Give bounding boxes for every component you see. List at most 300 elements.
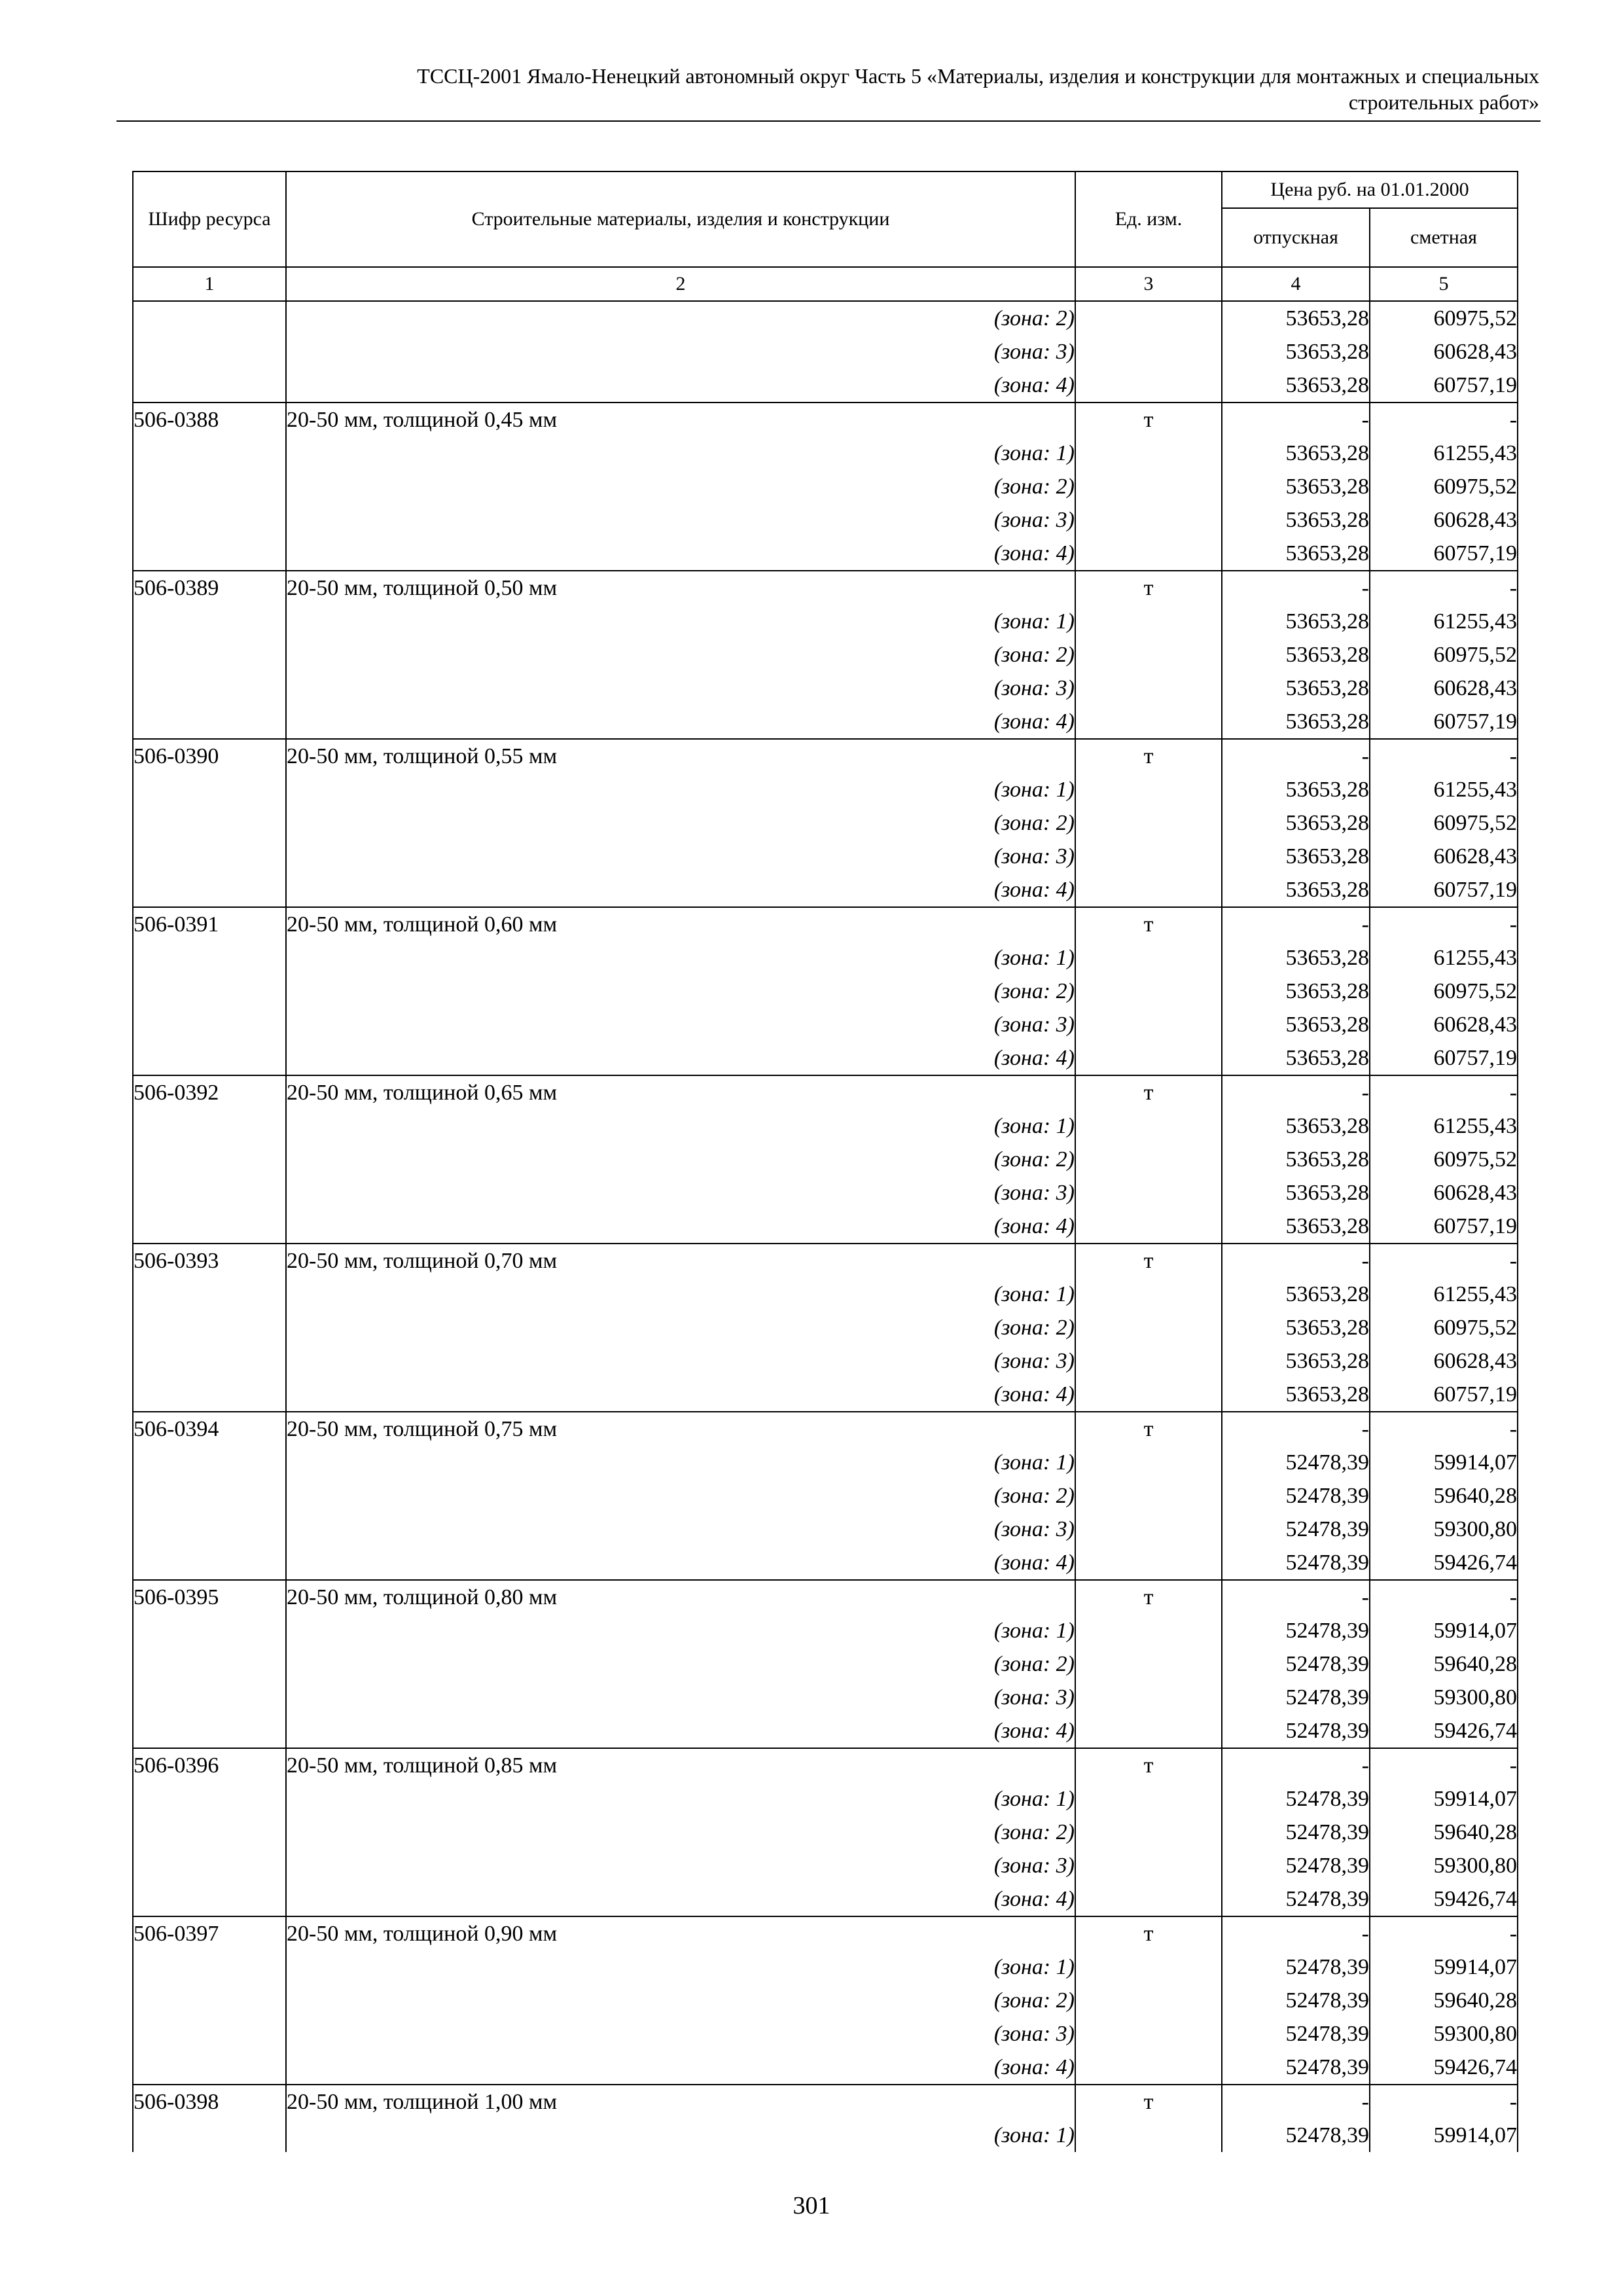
zone-row	[133, 368, 1518, 403]
release-price: 53653,28	[1222, 638, 1370, 672]
zone-label: (зона: 1)	[286, 1614, 1075, 1647]
col-number: 1	[133, 267, 286, 301]
release-price: -	[1222, 1580, 1370, 1614]
col-number: 5	[1370, 267, 1518, 301]
unit-cell	[1075, 1816, 1222, 1849]
release-price: 53653,28	[1222, 840, 1370, 873]
release-price: 52478,39	[1222, 1816, 1370, 1849]
estimate-price: 60757,19	[1370, 1041, 1518, 1075]
resource-code: 506-0393	[133, 1244, 286, 1278]
estimate-price: 59426,74	[1370, 2051, 1518, 2085]
zone-row	[133, 1041, 1518, 1075]
resource-name: 20-50 мм, толщиной 0,45 мм	[286, 403, 1075, 437]
estimate-price: -	[1370, 907, 1518, 941]
estimate-price: 59914,07	[1370, 1614, 1518, 1647]
zone-row	[133, 773, 1518, 806]
unit-cell	[1075, 1950, 1222, 1984]
estimate-price: 60757,19	[1370, 873, 1518, 907]
resource-name: 20-50 мм, толщиной 0,80 мм	[286, 1580, 1075, 1614]
release-price: -	[1222, 739, 1370, 773]
resource-code-cell	[133, 975, 286, 1008]
zone-row	[133, 1143, 1518, 1176]
resource-code-cell	[133, 2119, 286, 2152]
resource-row	[133, 571, 1518, 605]
resource-code-cell	[133, 368, 286, 403]
unit-cell	[1075, 2017, 1222, 2051]
estimate-price: 61255,43	[1370, 605, 1518, 638]
estimate-price: 59914,07	[1370, 1782, 1518, 1816]
unit-cell	[1075, 773, 1222, 806]
release-price: 53653,28	[1222, 941, 1370, 975]
estimate-price: 60757,19	[1370, 1210, 1518, 1244]
zone-label: (зона: 2)	[286, 301, 1075, 335]
zone-label: (зона: 2)	[286, 1311, 1075, 1344]
resource-code: 506-0394	[133, 1412, 286, 1446]
zone-label: (зона: 4)	[286, 1546, 1075, 1580]
resource-name: 20-50 мм, толщиной 0,70 мм	[286, 1244, 1075, 1278]
release-price: 53653,28	[1222, 1311, 1370, 1344]
unit-cell	[1075, 941, 1222, 975]
unit-cell	[1075, 1647, 1222, 1681]
release-price: 53653,28	[1222, 368, 1370, 403]
unit-cell	[1075, 1176, 1222, 1210]
zone-row	[133, 2119, 1518, 2152]
release-price: 53653,28	[1222, 1278, 1370, 1311]
resource-unit: т	[1075, 1916, 1222, 1950]
release-price: 53653,28	[1222, 1176, 1370, 1210]
zone-row	[133, 705, 1518, 739]
resource-unit: т	[1075, 739, 1222, 773]
zone-label: (зона: 1)	[286, 1950, 1075, 1984]
zone-label: (зона: 3)	[286, 2017, 1075, 2051]
col-header-name: Строительные материалы, изделия и конструкции	[286, 171, 1075, 267]
unit-cell	[1075, 638, 1222, 672]
resource-row	[133, 739, 1518, 773]
unit-cell	[1075, 705, 1222, 739]
unit-cell	[1075, 1041, 1222, 1075]
release-price: 52478,39	[1222, 1446, 1370, 1479]
estimate-price: 60628,43	[1370, 840, 1518, 873]
col-number: 4	[1222, 267, 1370, 301]
zone-label: (зона: 1)	[286, 941, 1075, 975]
unit-cell	[1075, 840, 1222, 873]
resource-name: 20-50 мм, толщиной 0,55 мм	[286, 739, 1075, 773]
resource-code-cell	[133, 672, 286, 705]
release-price: -	[1222, 1748, 1370, 1782]
release-price: 52478,39	[1222, 2017, 1370, 2051]
estimate-price: 60628,43	[1370, 1008, 1518, 1041]
release-price: 52478,39	[1222, 1714, 1370, 1748]
unit-cell	[1075, 1479, 1222, 1513]
unit-cell	[1075, 806, 1222, 840]
release-price: 52478,39	[1222, 1849, 1370, 1882]
estimate-price: 60975,52	[1370, 806, 1518, 840]
zone-row	[133, 1311, 1518, 1344]
unit-cell	[1075, 368, 1222, 403]
zone-label: (зона: 3)	[286, 1176, 1075, 1210]
zone-label: (зона: 2)	[286, 806, 1075, 840]
unit-cell	[1075, 1278, 1222, 1311]
resource-code-cell	[133, 873, 286, 907]
col-header-release: отпускная	[1222, 208, 1370, 267]
zone-row	[133, 335, 1518, 368]
resource-unit: т	[1075, 2085, 1222, 2119]
release-price: 53653,28	[1222, 1378, 1370, 1412]
zone-label: (зона: 1)	[286, 605, 1075, 638]
zone-row	[133, 672, 1518, 705]
resource-code: 506-0392	[133, 1075, 286, 1109]
unit-cell	[1075, 1378, 1222, 1412]
zone-label: (зона: 2)	[286, 1479, 1075, 1513]
resource-code-cell	[133, 1816, 286, 1849]
resource-name: 20-50 мм, толщиной 0,50 мм	[286, 571, 1075, 605]
zone-label: (зона: 2)	[286, 1647, 1075, 1681]
zone-row	[133, 1109, 1518, 1143]
resource-code-cell	[133, 470, 286, 503]
resource-code-cell	[133, 1681, 286, 1714]
resource-code-cell	[133, 2051, 286, 2085]
resource-code: 506-0388	[133, 403, 286, 437]
resource-unit: т	[1075, 1244, 1222, 1278]
resource-code-cell	[133, 638, 286, 672]
release-price: 52478,39	[1222, 1479, 1370, 1513]
resource-code-cell	[133, 1950, 286, 1984]
resource-code-cell	[133, 1614, 286, 1647]
unit-cell	[1075, 975, 1222, 1008]
release-price: 53653,28	[1222, 605, 1370, 638]
release-price: 53653,28	[1222, 1109, 1370, 1143]
estimate-price: 60628,43	[1370, 503, 1518, 537]
resource-code-cell	[133, 1278, 286, 1311]
zone-label: (зона: 2)	[286, 638, 1075, 672]
resource-row	[133, 1916, 1518, 1950]
resource-code-cell	[133, 1546, 286, 1580]
estimate-price: -	[1370, 739, 1518, 773]
zone-row	[133, 638, 1518, 672]
estimate-price: -	[1370, 1075, 1518, 1109]
release-price: 53653,28	[1222, 1143, 1370, 1176]
resource-unit: т	[1075, 571, 1222, 605]
release-price: 52478,39	[1222, 1546, 1370, 1580]
resource-code-cell	[133, 1513, 286, 1546]
resource-code-cell	[133, 605, 286, 638]
estimate-price: 61255,43	[1370, 941, 1518, 975]
unit-cell	[1075, 537, 1222, 571]
release-price: -	[1222, 1412, 1370, 1446]
release-price: 53653,28	[1222, 470, 1370, 503]
resource-code-cell	[133, 1984, 286, 2017]
estimate-price: 60628,43	[1370, 672, 1518, 705]
release-price: 53653,28	[1222, 1210, 1370, 1244]
resource-row	[133, 1412, 1518, 1446]
zone-label: (зона: 4)	[286, 1714, 1075, 1748]
zone-label: (зона: 4)	[286, 705, 1075, 739]
estimate-price: -	[1370, 1580, 1518, 1614]
zone-label: (зона: 4)	[286, 1882, 1075, 1916]
release-price: 53653,28	[1222, 437, 1370, 470]
zone-row	[133, 1479, 1518, 1513]
zone-label: (зона: 4)	[286, 1041, 1075, 1075]
resource-code-cell	[133, 1446, 286, 1479]
estimate-price: 60628,43	[1370, 1176, 1518, 1210]
zone-label: (зона: 4)	[286, 537, 1075, 571]
zone-label: (зона: 1)	[286, 773, 1075, 806]
unit-cell	[1075, 1714, 1222, 1748]
unit-cell	[1075, 873, 1222, 907]
unit-cell	[1075, 1513, 1222, 1546]
resource-code-cell	[133, 2017, 286, 2051]
col-number: 2	[286, 267, 1075, 301]
zone-row	[133, 806, 1518, 840]
zone-label: (зона: 3)	[286, 335, 1075, 368]
table-body	[133, 301, 1518, 2152]
estimate-price: 60757,19	[1370, 368, 1518, 403]
resource-code-cell	[133, 437, 286, 470]
resource-name: 20-50 мм, толщиной 0,65 мм	[286, 1075, 1075, 1109]
estimate-price: 59640,28	[1370, 1984, 1518, 2017]
release-price: 53653,28	[1222, 1041, 1370, 1075]
zone-label: (зона: 3)	[286, 1008, 1075, 1041]
zone-row	[133, 1210, 1518, 1244]
zone-row	[133, 503, 1518, 537]
zone-row	[133, 1647, 1518, 1681]
resource-code: 506-0398	[133, 2085, 286, 2119]
zone-row	[133, 1278, 1518, 1311]
zone-row	[133, 1378, 1518, 1412]
resource-unit: т	[1075, 403, 1222, 437]
estimate-price: 61255,43	[1370, 1278, 1518, 1311]
unit-cell	[1075, 1984, 1222, 2017]
estimate-price: 61255,43	[1370, 1109, 1518, 1143]
resource-code-cell	[133, 1378, 286, 1412]
col-number: 3	[1075, 267, 1222, 301]
resource-code: 506-0391	[133, 907, 286, 941]
resource-unit: т	[1075, 1580, 1222, 1614]
zone-label: (зона: 4)	[286, 873, 1075, 907]
estimate-price: 60975,52	[1370, 1143, 1518, 1176]
zone-row	[133, 1176, 1518, 1210]
zone-label: (зона: 1)	[286, 2119, 1075, 2152]
zone-row	[133, 1714, 1518, 1748]
unit-cell	[1075, 1143, 1222, 1176]
resource-row	[133, 2085, 1518, 2119]
zone-row	[133, 470, 1518, 503]
resource-code-cell	[133, 1344, 286, 1378]
release-price: -	[1222, 403, 1370, 437]
estimate-price: -	[1370, 1244, 1518, 1278]
resource-code-cell	[133, 537, 286, 571]
resource-code-cell	[133, 301, 286, 335]
resource-code: 506-0389	[133, 571, 286, 605]
zone-label: (зона: 1)	[286, 1109, 1075, 1143]
zone-row	[133, 1882, 1518, 1916]
unit-cell	[1075, 503, 1222, 537]
header-line-2: строительных работ»	[1348, 90, 1539, 114]
release-price: 53653,28	[1222, 672, 1370, 705]
release-price: -	[1222, 1244, 1370, 1278]
resource-price-table	[132, 171, 1518, 2152]
zone-label: (зона: 4)	[286, 2051, 1075, 2085]
estimate-price: 60975,52	[1370, 638, 1518, 672]
release-price: 52478,39	[1222, 2051, 1370, 2085]
estimate-price: 60757,19	[1370, 705, 1518, 739]
zone-row	[133, 873, 1518, 907]
estimate-price: 61255,43	[1370, 437, 1518, 470]
zone-row	[133, 1816, 1518, 1849]
zone-label: (зона: 2)	[286, 975, 1075, 1008]
release-price: -	[1222, 571, 1370, 605]
estimate-price: 60757,19	[1370, 537, 1518, 571]
unit-cell	[1075, 470, 1222, 503]
estimate-price: -	[1370, 1916, 1518, 1950]
estimate-price: 60975,52	[1370, 975, 1518, 1008]
zone-label: (зона: 3)	[286, 503, 1075, 537]
zone-label: (зона: 4)	[286, 1210, 1075, 1244]
unit-cell	[1075, 672, 1222, 705]
estimate-price: 60975,52	[1370, 1311, 1518, 1344]
estimate-price: 60628,43	[1370, 335, 1518, 368]
unit-cell	[1075, 1210, 1222, 1244]
resource-code-cell	[133, 941, 286, 975]
zone-label: (зона: 4)	[286, 1378, 1075, 1412]
resource-row	[133, 1748, 1518, 1782]
zone-row	[133, 975, 1518, 1008]
resource-name: 20-50 мм, толщиной 0,85 мм	[286, 1748, 1075, 1782]
estimate-price: 59914,07	[1370, 1950, 1518, 1984]
release-price: 53653,28	[1222, 301, 1370, 335]
zone-label: (зона: 1)	[286, 1278, 1075, 1311]
resource-code-cell	[133, 503, 286, 537]
unit-cell	[1075, 1446, 1222, 1479]
estimate-price: 59426,74	[1370, 1546, 1518, 1580]
resource-code-cell	[133, 335, 286, 368]
release-price: 53653,28	[1222, 1344, 1370, 1378]
resource-code-cell	[133, 1714, 286, 1748]
resource-code-cell	[133, 1143, 286, 1176]
resource-name: 20-50 мм, толщиной 0,75 мм	[286, 1412, 1075, 1446]
zone-label: (зона: 1)	[286, 1446, 1075, 1479]
zone-row	[133, 605, 1518, 638]
resource-code-cell	[133, 1882, 286, 1916]
unit-cell	[1075, 1614, 1222, 1647]
zone-label: (зона: 3)	[286, 672, 1075, 705]
zone-label: (зона: 3)	[286, 1849, 1075, 1882]
resource-code-cell	[133, 1109, 286, 1143]
release-price: 52478,39	[1222, 1984, 1370, 2017]
unit-cell	[1075, 335, 1222, 368]
estimate-price: 59640,28	[1370, 1816, 1518, 1849]
estimate-price: -	[1370, 1412, 1518, 1446]
release-price: 52478,39	[1222, 1647, 1370, 1681]
estimate-price: 59640,28	[1370, 1647, 1518, 1681]
zone-row	[133, 1782, 1518, 1816]
estimate-price: 60628,43	[1370, 1344, 1518, 1378]
resource-code-cell	[133, 1782, 286, 1816]
resource-code-cell	[133, 1479, 286, 1513]
zone-label: (зона: 4)	[286, 368, 1075, 403]
col-header-unit: Ед. изм.	[1075, 171, 1222, 267]
resource-name: 20-50 мм, толщиной 0,60 мм	[286, 907, 1075, 941]
resource-code: 506-0396	[133, 1748, 286, 1782]
estimate-price: 59640,28	[1370, 1479, 1518, 1513]
resource-name: 20-50 мм, толщиной 0,90 мм	[286, 1916, 1075, 1950]
unit-cell	[1075, 1311, 1222, 1344]
resource-name: 20-50 мм, толщиной 1,00 мм	[286, 2085, 1075, 2119]
page-number: 301	[793, 2192, 830, 2219]
col-header-estimate: сметная	[1370, 208, 1518, 267]
estimate-price: 59300,80	[1370, 2017, 1518, 2051]
resource-unit: т	[1075, 1748, 1222, 1782]
zone-label: (зона: 1)	[286, 1782, 1075, 1816]
release-price: 53653,28	[1222, 537, 1370, 571]
resource-row	[133, 907, 1518, 941]
zone-label: (зона: 2)	[286, 470, 1075, 503]
estimate-price: -	[1370, 403, 1518, 437]
zone-label: (зона: 2)	[286, 1984, 1075, 2017]
resource-code-cell	[133, 1311, 286, 1344]
resource-unit: т	[1075, 1412, 1222, 1446]
col-header-code: Шифр ресурса	[133, 171, 286, 267]
unit-cell	[1075, 301, 1222, 335]
col-header-price: Цена руб. на 01.01.2000	[1222, 171, 1518, 208]
release-price: 53653,28	[1222, 1008, 1370, 1041]
release-price: 52478,39	[1222, 2119, 1370, 2152]
unit-cell	[1075, 437, 1222, 470]
resource-code-cell	[133, 806, 286, 840]
resource-row	[133, 1244, 1518, 1278]
release-price: 53653,28	[1222, 503, 1370, 537]
zone-row	[133, 941, 1518, 975]
release-price: 53653,28	[1222, 773, 1370, 806]
resource-code-cell	[133, 705, 286, 739]
zone-label: (зона: 2)	[286, 1143, 1075, 1176]
zone-label: (зона: 3)	[286, 1681, 1075, 1714]
zone-row	[133, 1614, 1518, 1647]
unit-cell	[1075, 1849, 1222, 1882]
zone-row	[133, 2051, 1518, 2085]
resource-code: 506-0397	[133, 1916, 286, 1950]
resource-code: 506-0395	[133, 1580, 286, 1614]
unit-cell	[1075, 1782, 1222, 1816]
release-price: 52478,39	[1222, 1513, 1370, 1546]
estimate-price: 59300,80	[1370, 1681, 1518, 1714]
unit-cell	[1075, 1008, 1222, 1041]
estimate-price: 61255,43	[1370, 773, 1518, 806]
release-price: 52478,39	[1222, 1614, 1370, 1647]
resource-row	[133, 1075, 1518, 1109]
page-header	[116, 63, 1539, 115]
resource-code-cell	[133, 1008, 286, 1041]
resource-code-cell	[133, 1041, 286, 1075]
resource-code-cell	[133, 1647, 286, 1681]
unit-cell	[1075, 2119, 1222, 2152]
zone-label: (зона: 3)	[286, 1344, 1075, 1378]
resource-row	[133, 403, 1518, 437]
unit-cell	[1075, 1546, 1222, 1580]
release-price: 52478,39	[1222, 1882, 1370, 1916]
unit-cell	[1075, 1344, 1222, 1378]
resource-code-cell	[133, 773, 286, 806]
header-line-1: ТССЦ-2001 Ямало-Ненецкий автономный округ Часть 5 «Материалы, изделия и конструкции для монтажных и специальных	[417, 64, 1539, 88]
release-price: 52478,39	[1222, 1782, 1370, 1816]
zone-row	[133, 1984, 1518, 2017]
unit-cell	[1075, 1681, 1222, 1714]
zone-row	[133, 1681, 1518, 1714]
estimate-price: 59426,74	[1370, 1882, 1518, 1916]
unit-cell	[1075, 605, 1222, 638]
release-price: -	[1222, 2085, 1370, 2119]
zone-label: (зона: 3)	[286, 840, 1075, 873]
